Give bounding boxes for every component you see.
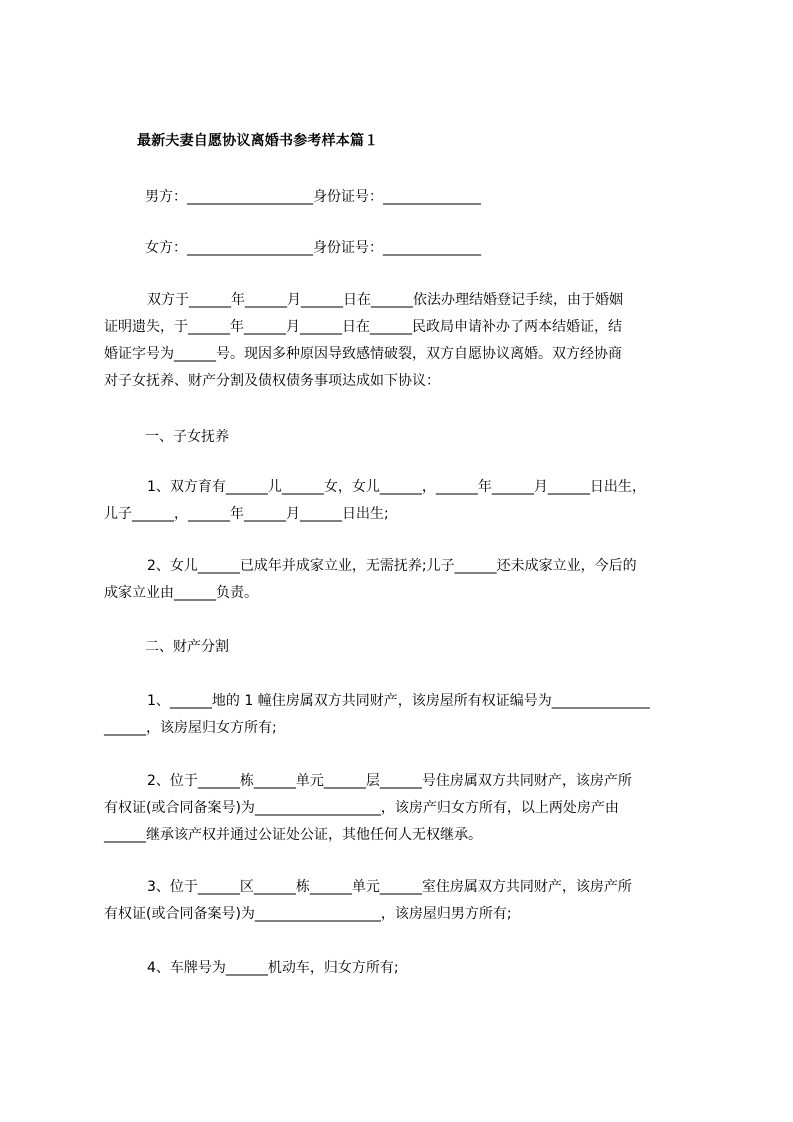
document-title: 最新夫妻自愿协议离婚书参考样本篇１ <box>137 133 379 149</box>
property-item-1-line: ______，该房屋归女方所有; <box>104 720 277 736</box>
property-item-2-line: 有权证(或合同备案号)为__________________，该房产归女方所有，以上两处房产由 <box>104 800 619 816</box>
property-item-2-line: ______继承该产权并通过公证处公证，其他任何人无权继承。 <box>104 827 482 843</box>
property-item-3-line: 3、位于______区______栋______单元______室住房属双方共同财产，该房产所 <box>147 879 632 895</box>
child-item-1-line: 1、双方育有______儿______女，女儿______，______年______月______日出生， <box>147 479 646 495</box>
child-item-2 <box>104 553 704 607</box>
property-item-1 <box>104 688 704 742</box>
property-item-3 <box>104 874 704 928</box>
property-item-2 <box>104 768 704 849</box>
property-item-4: 4、车牌号为______机动车，归女方所有; <box>147 960 399 976</box>
intro-line: 婚证字号为______号。现因多种原因导致感情破裂，双方自愿协议离婚。双方经协商 <box>104 346 622 362</box>
property-item-3-line: 有权证(或合同备案号)为__________________，该房屋归男方所有; <box>104 906 512 922</box>
child-item-2-line: 成家立业由______负责。 <box>104 585 258 601</box>
property-item-2-line: 2、位于______栋______单元______层______号住房属双方共同财产，该房产所 <box>147 773 632 789</box>
intro-line: 双方于______年______月______日在______依法办理结婚登记手续，由于婚姻 <box>147 292 623 308</box>
male-party-line: 男方：__________________身份证号：______________ <box>145 189 481 205</box>
child-item-1 <box>104 474 704 528</box>
section-heading-child-custody: 一、子女抚养 <box>145 429 229 445</box>
child-item-2-line: 2、女儿______已成年并成家立业，无需抚养;儿子______还未成家立业，今后的 <box>147 558 637 574</box>
section-heading-property: 二、财产分割 <box>145 639 229 655</box>
property-item-1-line: 1、______地的 1 幢住房属双方共同财产，该房屋所有权证编号为______________ <box>147 693 650 709</box>
female-party-line: 女方：__________________身份证号：______________ <box>145 240 481 256</box>
child-item-1-line: 儿子______，______年______月______日出生; <box>104 506 389 522</box>
intro-line: 证明遗失，于______年______月______日在______民政局申请补办了两本结婚证，结 <box>104 319 622 335</box>
intro-line: 对子女抚养、财产分割及债权债务事项达成如下协议： <box>104 373 440 389</box>
intro-paragraph <box>104 287 704 395</box>
